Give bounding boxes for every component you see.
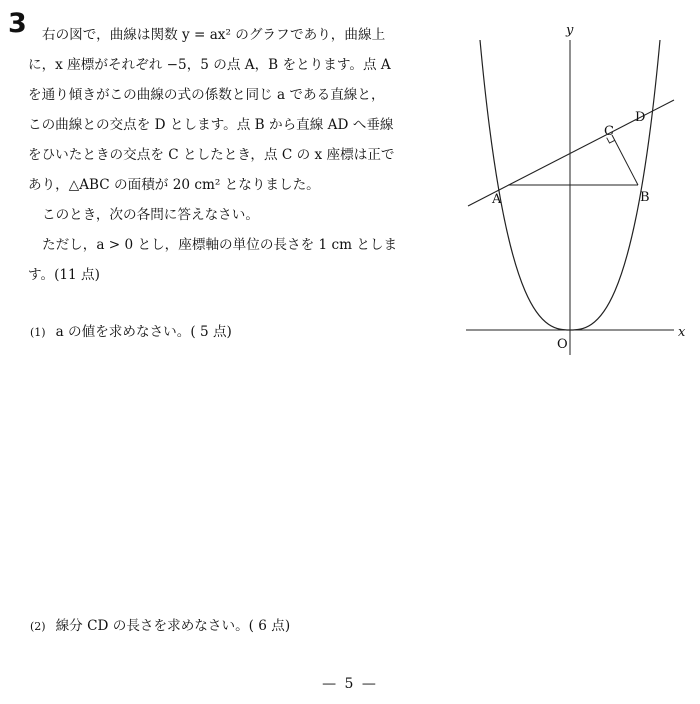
problem-line: に，x 座標がそれぞれ −5，5 の点 A，B をとります。点 A <box>28 57 391 73</box>
problem-line: 右の図で，曲線は関数 y = ax² のグラフであり，曲線上 <box>42 27 386 43</box>
problem-line: を通り傾きがこの曲線の式の係数と同じ a である直線と， <box>28 87 385 103</box>
problem-statement <box>28 20 440 290</box>
problem-line: あり，△ABC の面積が 20 cm² となりました。 <box>28 177 320 193</box>
y-axis-label: y <box>566 23 574 38</box>
parabola-figure <box>460 20 700 365</box>
sub-question-text: 線分 CD の長さを求めなさい。( 6 点) <box>55 618 291 634</box>
sub-question-mark: (1) <box>30 326 46 339</box>
problem-line: す。(11 点) <box>28 267 100 283</box>
origin-label: O <box>557 337 568 352</box>
question-number: 3 <box>8 8 27 39</box>
segment-bc <box>612 135 638 185</box>
point-d-label: D <box>635 110 646 125</box>
point-b-label: B <box>640 190 650 205</box>
sub-question-mark: (2) <box>30 620 46 633</box>
problem-line: この曲線との交点を D とします。点 B から直線 AD へ垂線 <box>28 117 394 133</box>
x-axis-label: x <box>678 325 686 340</box>
point-a-label: A <box>492 192 502 207</box>
page-number: — 5 — <box>322 676 378 692</box>
sub-question-text: a の値を求めなさい。( 5 点) <box>55 324 232 340</box>
problem-line: ただし，a > 0 とし，座標軸の単位の長さを 1 cm としま <box>42 237 398 253</box>
sub-question-2 <box>30 614 290 634</box>
problem-line: をひいたときの交点を C としたとき，点 C の x 座標は正で <box>28 147 395 163</box>
point-c-label: C <box>604 124 614 139</box>
problem-line: このとき，次の各問に答えなさい。 <box>42 207 259 223</box>
sub-question-1 <box>30 320 232 340</box>
